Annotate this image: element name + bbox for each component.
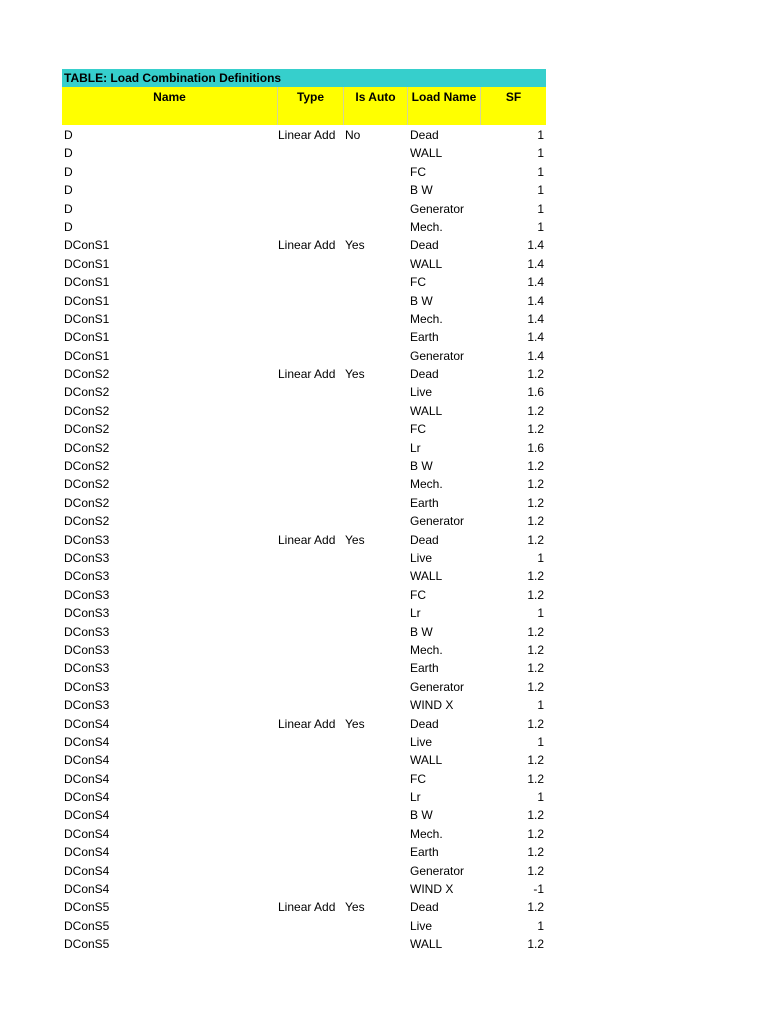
table-row <box>62 402 546 420</box>
cell-load-name: Dead <box>410 238 439 253</box>
cell-sf: 1.2 <box>527 477 544 492</box>
cell-load-name: WALL <box>410 569 443 584</box>
cell-sf: 1 <box>537 790 544 805</box>
cell-load-name: B W <box>410 624 433 639</box>
table-row <box>62 420 546 438</box>
cell-load-name: Mech. <box>410 826 443 841</box>
cell-load-name: Dead <box>410 716 439 731</box>
table-row <box>62 806 546 824</box>
cell-name: D <box>64 183 73 198</box>
cell-name: DConS4 <box>64 826 110 841</box>
cell-load-name: B W <box>410 808 433 823</box>
header-load-name: Load Name <box>408 87 481 125</box>
cell-load-name: B W <box>410 183 433 198</box>
cell-type <box>278 586 344 604</box>
cell-sf: 1.6 <box>527 440 544 455</box>
cell-sf: 1.4 <box>527 275 544 290</box>
table-row <box>62 843 546 861</box>
cell-type: Linear Add <box>278 128 336 142</box>
cell-type <box>278 347 344 365</box>
cell-type <box>278 383 344 401</box>
cell-sf: 1.2 <box>527 863 544 878</box>
cell-sf: 1.2 <box>527 679 544 694</box>
cell-type <box>278 200 344 218</box>
cell-sf: 1.2 <box>527 514 544 529</box>
cell-load-name: Mech. <box>410 642 443 657</box>
cell-is-auto <box>344 402 408 420</box>
cell-type <box>278 292 344 310</box>
cell-load-name: Earth <box>410 330 439 345</box>
cell-is-auto <box>344 218 408 236</box>
cell-is-auto <box>344 843 408 861</box>
cell-is-auto <box>344 439 408 457</box>
table-row <box>62 181 546 199</box>
cell-type: Linear Add <box>278 900 336 915</box>
cell-type <box>278 604 344 622</box>
table-row <box>62 641 546 659</box>
header-sf: SF <box>505 90 522 104</box>
cell-type <box>278 512 344 530</box>
cell-sf: 1.2 <box>527 661 544 676</box>
cell-type: Linear Add <box>278 367 336 382</box>
cell-is-auto: Yes <box>345 238 365 253</box>
cell-sf: 1.6 <box>527 385 544 400</box>
cell-type <box>278 770 344 788</box>
cell-is-auto: Yes <box>345 367 365 382</box>
cell-is-auto: Yes <box>345 532 365 547</box>
table-row <box>62 659 546 677</box>
cell-name: DConS2 <box>64 385 110 400</box>
table-row <box>62 292 546 310</box>
table-row <box>62 678 546 696</box>
cell-is-auto <box>344 862 408 880</box>
cell-load-name: B W <box>410 459 433 474</box>
table-row <box>62 604 546 622</box>
cell-sf: 1.2 <box>527 422 544 437</box>
cell-load-name: FC <box>410 164 426 179</box>
cell-type <box>278 273 344 291</box>
cell-load-name: B W <box>410 293 433 308</box>
cell-is-auto <box>344 623 408 641</box>
table-body <box>62 126 546 954</box>
cell-sf: 1.2 <box>527 367 544 382</box>
cell-name: D <box>64 219 73 234</box>
cell-name: DConS2 <box>64 403 110 418</box>
cell-is-auto <box>344 181 408 199</box>
table-row <box>62 200 546 218</box>
cell-name: DConS2 <box>64 514 110 529</box>
cell-load-name: Live <box>410 734 433 749</box>
cell-name: DConS5 <box>64 937 110 952</box>
cell-is-auto <box>344 273 408 291</box>
table-row <box>62 549 546 567</box>
table-row <box>62 144 546 162</box>
cell-name: DConS4 <box>64 753 110 768</box>
cell-type: Linear Add <box>278 532 336 547</box>
cell-load-name: Mech. <box>410 311 443 326</box>
cell-name: DConS4 <box>64 863 110 878</box>
cell-load-name: Earth <box>410 495 439 510</box>
table-row <box>62 623 546 641</box>
cell-name: DConS2 <box>64 477 110 492</box>
table-row <box>62 567 546 585</box>
cell-type <box>278 181 344 199</box>
cell-load-name: Generator <box>410 201 465 216</box>
table-header-row <box>62 87 546 125</box>
table-row <box>62 935 546 953</box>
cell-load-name: Generator <box>410 348 465 363</box>
cell-name: D <box>64 164 73 179</box>
cell-sf: 1 <box>537 128 544 142</box>
cell-name: DConS2 <box>64 440 110 455</box>
cell-is-auto <box>344 788 408 806</box>
table-row <box>62 880 546 898</box>
cell-name: DConS4 <box>64 771 110 786</box>
cell-load-name: FC <box>410 422 426 437</box>
cell-is-auto <box>344 383 408 401</box>
cell-sf: 1 <box>537 606 544 621</box>
table-row <box>62 494 546 512</box>
cell-load-name: FC <box>410 587 426 602</box>
cell-is-auto: No <box>345 128 361 142</box>
cell-is-auto <box>344 659 408 677</box>
cell-is-auto <box>344 696 408 714</box>
cell-is-auto <box>344 292 408 310</box>
table-row <box>62 733 546 751</box>
cell-sf: 1.2 <box>527 845 544 860</box>
cell-name: DConS3 <box>64 606 110 621</box>
cell-name: D <box>64 128 73 142</box>
cell-is-auto <box>344 567 408 585</box>
cell-is-auto <box>344 494 408 512</box>
load-combination-table <box>62 69 546 954</box>
table-row <box>62 383 546 401</box>
cell-sf: 1.4 <box>527 238 544 253</box>
cell-name: DConS3 <box>64 661 110 676</box>
cell-is-auto <box>344 641 408 659</box>
cell-load-name: Mech. <box>410 477 443 492</box>
cell-is-auto <box>344 163 408 181</box>
cell-sf: 1.2 <box>527 808 544 823</box>
cell-sf: 1 <box>537 183 544 198</box>
cell-type <box>278 623 344 641</box>
cell-sf: 1.4 <box>527 330 544 345</box>
cell-name: DConS1 <box>64 256 110 271</box>
cell-load-name: Generator <box>410 514 465 529</box>
cell-load-name: Mech. <box>410 219 443 234</box>
cell-is-auto <box>344 144 408 162</box>
cell-sf: 1.2 <box>527 624 544 639</box>
table-row <box>62 439 546 457</box>
cell-sf: 1 <box>537 698 544 713</box>
cell-name: DConS1 <box>64 348 110 363</box>
cell-load-name: WALL <box>410 403 443 418</box>
cell-type <box>278 696 344 714</box>
table-row <box>62 825 546 843</box>
table-row <box>62 255 546 273</box>
cell-sf: 1 <box>537 550 544 565</box>
cell-is-auto <box>344 604 408 622</box>
cell-name: DConS1 <box>64 311 110 326</box>
cell-name: DConS3 <box>64 569 110 584</box>
cell-is-auto <box>344 200 408 218</box>
table-title: TABLE: Load Combination Definitions <box>62 69 546 87</box>
cell-is-auto <box>344 475 408 493</box>
cell-type: Linear Add <box>278 238 336 253</box>
cell-type <box>278 439 344 457</box>
table-row <box>62 218 546 236</box>
table-row <box>62 365 546 383</box>
cell-load-name: WALL <box>410 937 443 952</box>
cell-name: DConS2 <box>64 459 110 474</box>
cell-is-auto <box>344 917 408 935</box>
cell-type <box>278 420 344 438</box>
cell-type <box>278 255 344 273</box>
cell-type <box>278 751 344 769</box>
cell-is-auto: Yes <box>345 900 365 915</box>
cell-is-auto <box>344 420 408 438</box>
cell-load-name: Earth <box>410 845 439 860</box>
cell-type <box>278 659 344 677</box>
table-row <box>62 328 546 346</box>
cell-sf: 1.2 <box>527 937 544 952</box>
cell-type <box>278 567 344 585</box>
cell-type <box>278 862 344 880</box>
cell-type <box>278 917 344 935</box>
cell-sf: 1.4 <box>527 311 544 326</box>
cell-sf: 1.2 <box>527 771 544 786</box>
cell-name: DConS4 <box>64 808 110 823</box>
cell-is-auto <box>344 751 408 769</box>
cell-type <box>278 788 344 806</box>
table-row <box>62 715 546 733</box>
cell-is-auto <box>344 678 408 696</box>
cell-load-name: Dead <box>410 532 439 547</box>
cell-name: D <box>64 201 73 216</box>
cell-name: D <box>64 146 73 161</box>
cell-is-auto <box>344 935 408 953</box>
cell-sf: 1.2 <box>527 403 544 418</box>
cell-sf: 1 <box>537 146 544 161</box>
cell-load-name: Earth <box>410 661 439 676</box>
cell-type <box>278 218 344 236</box>
cell-is-auto <box>344 586 408 604</box>
cell-type <box>278 163 344 181</box>
cell-load-name: Generator <box>410 679 465 694</box>
cell-is-auto <box>344 549 408 567</box>
table-row <box>62 531 546 549</box>
cell-sf: 1 <box>537 734 544 749</box>
cell-sf: 1.2 <box>527 569 544 584</box>
cell-is-auto <box>344 806 408 824</box>
cell-is-auto: Yes <box>345 716 365 731</box>
cell-is-auto <box>344 347 408 365</box>
cell-load-name: Lr <box>410 440 421 455</box>
cell-name: DConS1 <box>64 330 110 345</box>
cell-type <box>278 310 344 328</box>
cell-load-name: WALL <box>410 146 443 161</box>
cell-name: DConS1 <box>64 293 110 308</box>
cell-name: DConS5 <box>64 918 110 933</box>
cell-type <box>278 935 344 953</box>
cell-type <box>278 843 344 861</box>
cell-type <box>278 144 344 162</box>
table-row <box>62 126 546 144</box>
header-type: Type <box>278 87 344 125</box>
cell-sf: 1.2 <box>527 642 544 657</box>
cell-name: DConS4 <box>64 734 110 749</box>
cell-load-name: FC <box>410 275 426 290</box>
cell-load-name: Live <box>410 550 433 565</box>
cell-type <box>278 825 344 843</box>
cell-name: DConS3 <box>64 624 110 639</box>
cell-sf: 1 <box>537 918 544 933</box>
table-row <box>62 770 546 788</box>
cell-sf: 1.2 <box>527 753 544 768</box>
cell-load-name: FC <box>410 771 426 786</box>
cell-sf: 1.2 <box>527 459 544 474</box>
cell-name: DConS2 <box>64 422 110 437</box>
cell-name: DConS3 <box>64 679 110 694</box>
cell-is-auto <box>344 733 408 751</box>
cell-load-name: Lr <box>410 790 421 805</box>
cell-sf: 1.4 <box>527 348 544 363</box>
table-row <box>62 788 546 806</box>
cell-is-auto <box>344 825 408 843</box>
header-is-auto: Is Auto <box>344 87 408 125</box>
cell-type <box>278 880 344 898</box>
table-row <box>62 696 546 714</box>
cell-type <box>278 641 344 659</box>
cell-type <box>278 494 344 512</box>
table-row <box>62 512 546 530</box>
cell-type <box>278 806 344 824</box>
cell-sf: 1.2 <box>527 495 544 510</box>
table-row <box>62 917 546 935</box>
cell-sf: -1 <box>533 882 544 897</box>
cell-name: DConS3 <box>64 587 110 602</box>
table-row <box>62 586 546 604</box>
cell-load-name: Dead <box>410 367 439 382</box>
table-row <box>62 273 546 291</box>
cell-type <box>278 328 344 346</box>
cell-load-name: WALL <box>410 753 443 768</box>
cell-load-name: Live <box>410 918 433 933</box>
cell-sf: 1.2 <box>527 900 544 915</box>
table-row <box>62 236 546 254</box>
cell-load-name: WALL <box>410 256 443 271</box>
cell-sf: 1.2 <box>527 826 544 841</box>
header-name: Name <box>62 87 278 125</box>
cell-sf: 1 <box>537 201 544 216</box>
cell-name: DConS1 <box>64 275 110 290</box>
cell-name: DConS1 <box>64 238 110 253</box>
table-row <box>62 751 546 769</box>
cell-is-auto <box>344 255 408 273</box>
cell-load-name: Dead <box>410 900 439 915</box>
cell-name: DConS3 <box>64 642 110 657</box>
cell-is-auto <box>344 880 408 898</box>
cell-is-auto <box>344 512 408 530</box>
cell-name: DConS4 <box>64 882 110 897</box>
cell-is-auto <box>344 310 408 328</box>
cell-is-auto <box>344 770 408 788</box>
cell-name: DConS2 <box>64 367 110 382</box>
cell-type <box>278 549 344 567</box>
cell-load-name: WIND X <box>410 698 454 713</box>
table-row <box>62 347 546 365</box>
cell-load-name: WIND X <box>410 882 454 897</box>
table-row <box>62 475 546 493</box>
cell-sf: 1 <box>537 219 544 234</box>
cell-type: Linear Add <box>278 716 336 731</box>
cell-name: DConS5 <box>64 900 110 915</box>
cell-sf: 1.4 <box>527 293 544 308</box>
cell-sf: 1.2 <box>527 532 544 547</box>
cell-sf: 1.2 <box>527 716 544 731</box>
cell-sf: 1.2 <box>527 587 544 602</box>
cell-sf: 1.4 <box>527 256 544 271</box>
cell-is-auto <box>344 328 408 346</box>
cell-load-name: Dead <box>410 128 439 142</box>
cell-name: DConS3 <box>64 550 110 565</box>
cell-type <box>278 733 344 751</box>
cell-name: DConS4 <box>64 790 110 805</box>
cell-sf: 1 <box>537 164 544 179</box>
cell-name: DConS4 <box>64 716 110 731</box>
table-row <box>62 310 546 328</box>
cell-load-name: Live <box>410 385 433 400</box>
cell-name: DConS4 <box>64 845 110 860</box>
table-row <box>62 898 546 916</box>
cell-type <box>278 402 344 420</box>
cell-type <box>278 475 344 493</box>
cell-type <box>278 457 344 475</box>
cell-name: DConS3 <box>64 532 110 547</box>
table-row <box>62 862 546 880</box>
cell-load-name: Generator <box>410 863 465 878</box>
cell-is-auto <box>344 457 408 475</box>
cell-type <box>278 678 344 696</box>
table-row <box>62 457 546 475</box>
table-row <box>62 163 546 181</box>
cell-load-name: Lr <box>410 606 421 621</box>
cell-name: DConS3 <box>64 698 110 713</box>
cell-name: DConS2 <box>64 495 110 510</box>
